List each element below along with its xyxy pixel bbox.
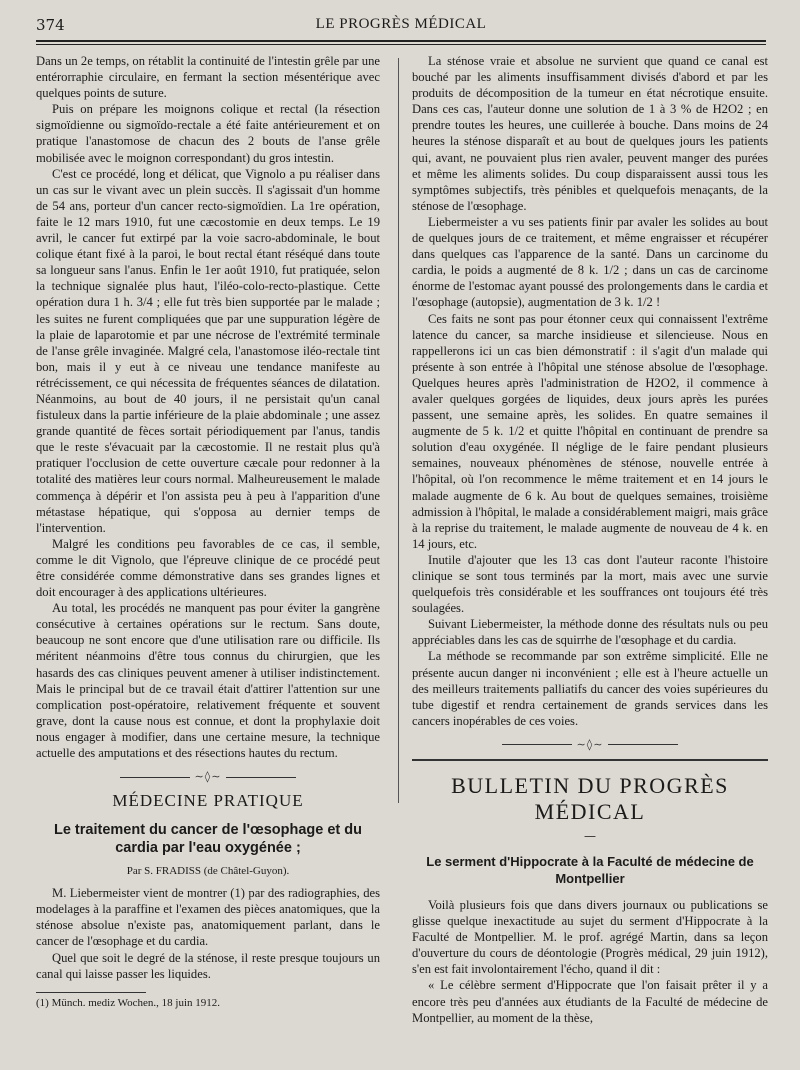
- page-header: [36, 14, 766, 38]
- journal-title: LE PROGRÈS MÉDICAL: [315, 16, 487, 32]
- bulletin-rule: [412, 759, 768, 761]
- right-column: [412, 53, 768, 1026]
- page-number: 374: [36, 16, 65, 34]
- paragraph: La méthode se recommande par son extrême simplicité. Elle ne présente aucun danger ni inconvénient ; elle est à l'heure actuelle un des meilleurs traitements palliatifs du cancer des voies supérieures du tube digestif et rendra certainement de grands services dans les cancers inopérables de ces voies.: [412, 649, 768, 728]
- title-dash: —: [584, 828, 596, 843]
- paragraph: Liebermeister a vu ses patients finir par avaler les solides au bout de quelques jours de ce traitement, et même engraisser et récupérer dans quelques cas l'apparence de la santé. Dans un carcinome du cardia, le poids a augmenté de 8 k. 1/2 ; dans un cas de carcinome énorme de l'estomac ayant poussé des prolongements dans le cardia et l'œsophage (autopsie), augmentation de 3 k. 1/2 !: [412, 214, 768, 310]
- paragraph: Ces faits ne sont pas pour étonner ceux qui connaissent l'extrême latence du cancer, sa marche insidieuse et silencieuse. Nous en rappellerons ici un cas bien démonstratif : il s'agit d'un malade qui présente à son entrée à l'hôpital une sténose absolue de l'œsophage. Quelques heures après l'administration de H2O2, il commence à avaler quelques gorgées de liquides, deux jours après les purées passent, une semaine après, les solides. En quatre semaines il augmente de 5 k. 1/2 et quitte l'hôpital en continuant de prendre sa solution d'eau oxygénée. Il néglige de le faire pendant plusieurs semaines, nouveaux phénomènes de sténose, nouvelle entrée à l'hôpital, où l'on recommence le même traitement et en 14 jours le malade augmente de 6 k. Au bout de quelques semaines, troisième admission à l'hôpital, le malade a considérablement maigri, mais grâce à la reprise du traitement, le malade augmente de nouveau de 4 k. en 14 jours, etc.: [412, 311, 768, 551]
- section-title: MÉDECINE PRATIQUE: [112, 791, 304, 811]
- paragraph: Puis on prépare les moignons colique et rectal (la résection sigmoïdienne ou sigmoïdo-rectale a été faite antérieurement et on pratique l'anastomose de chacun des 2 bouts de l'anse grêle mobilisée avec le moignon correspondant) du gros intestin.: [36, 102, 380, 165]
- ornament-divider: ∼◊∼: [36, 770, 380, 783]
- paragraph: Au total, les procédés ne manquent pas pour éviter la gangrène consécutive à certaines opérations sur le rectum. Sans doute, beaucoup ne sont encore que d'une utilisation rare ou difficile. Ils méritent néanmoins d'être tous connus du chirurgien, que les hasards des cas cliniques peuvent amener à utiliser indistinctement. Mais le principal but de ce travail était d'attirer l'attention sur une complication post-opératoire, relativement fréquente et souvent grave, dont la cause nous est connue, et dont la prophylaxie doit nous engager à modifier, dans une certaine mesure, la technique actuelle des amputations et des résections hautes du rectum.: [36, 601, 380, 761]
- left-column: [36, 53, 380, 1009]
- footnote: (1) Münch. mediz Wochen., 18 juin 1912.: [36, 996, 221, 1009]
- paragraph: Inutile d'ajouter que les 13 cas dont l'auteur raconte l'histoire clinique se sont tous terminés par la mort, mais avec une survie quelquefois très considérable et les souffrances ont toujours été très soulagées.: [412, 552, 768, 616]
- bulletin-title: BULLETIN DU PROGRÈS MÉDICAL: [451, 772, 729, 824]
- byline: Par S. FRADISS (de Châtel-Guyon).: [126, 865, 290, 878]
- article-subhead: Le serment d'Hippocrate à la Faculté de médecine de Montpellier: [426, 853, 754, 886]
- paragraph: Dans un 2e temps, on rétablit la continuité de l'intestin grêle par une entérorraphie circulaire, en fermant la section mésentérique avec quelques points de suture.: [36, 54, 380, 101]
- paragraph: Malgré les conditions peu favorables de ce cas, il semble, comme le dit Vignolo, que l'épreuve clinique de ce procédé peut être considérée comme démonstrative dans ses grandes lignes et doit encourager à des applications ultérieures.: [36, 536, 380, 600]
- header-rule: [36, 40, 766, 45]
- paragraph: « Le célèbre serment d'Hippocrate que l'on faisait prêter il y a encore très peu d'années aux étudiants de la Faculté de médecine de Montpellier, au moment de la thèse,: [412, 978, 768, 1025]
- ornament-divider: ∼◊∼: [412, 738, 768, 751]
- footnote-rule: [36, 992, 146, 993]
- paragraph: Quel que soit le degré de la sténose, il reste presque toujours un canal qui laisse passer les liquides.: [36, 950, 380, 981]
- article-title: Le traitement du cancer de l'œsophage et du cardia par l'eau oxygénée ;: [53, 822, 362, 857]
- paragraph: La sténose vraie et absolue ne survient que quand ce canal est bouché par les aliments insuffisamment divisés d'abord et par les produits de décomposition de la tumeur en état nécrotique ensuite. Dans ces cas, l'auteur donne une solution de 1 à 3 % de H2O2 ; en prendre toutes les heures, une cuillerée à bouche. Dans moins de 24 heures la sténose disparaît et au bout de quelques jours les patients qui, avant, ne pouvaient plus rien avaler, peuvent manger des purées et même les aliments solides. Du coup disparaissent aussi tous les symptômes subjectifs, très pénibles et quelquefois menaçants, de la sténose de l'œsophage.: [412, 54, 768, 213]
- paragraph: Suivant Liebermeister, la méthode donne des résultats nuls ou peu appréciables dans les cas de squirrhe de l'œsophage et du cardia.: [412, 617, 768, 648]
- column-divider: [398, 58, 399, 803]
- paragraph: C'est ce procédé, long et délicat, que Vignolo a pu réaliser dans un cas sur le vivant avec un plein succès. Il s'agissait d'un homme de 54 ans, porteur d'un cancer recto-sigmoïdien. La 1re opération, faite le 12 mars 1910, fut une cæcostomie en deux temps. Le 19 avril, le cancer fut extirpé par la voie sacro-abdominale, le bout colique étant fixé à la paroi, le bout rectal étant réséqué dans toute sa longueur sans l'anus. Enfin le 1er août 1910, fut pratiquée, selon la technique signalée plus haut, l'iléo-colo-recto-plastique. Cette opération dura 1 h. 3/4 ; elle fut très bien supportée par le malade ; les suites ne furent compliquées que par une suppuration légère de la plaie de laparotomie et par une nécrose de l'extrémité terminale de l'anse grêle invaginée. Malgré cela, l'anastomose iléo-rectale tint bon, mais il y eut à ce niveau une tendance manifeste au rétrécissement, ce qui nécessita de fréquentes séances de dilatation. Néanmoins, au bout de 40 jours, il ne persistait qu'un canal fistuleux dans la partie inférieure de la plaie abdominale ; une assez grande quantité de fèces sortait périodiquement par l'anus, tandis que le reste s'évacuait par la cæcostomie. Il ne restait plus qu'à pratiquer l'occlusion de cette ouverture cæcale pour redonner à la totalité des matières leur cours normal. Malheureusement le malade commença à dépérir et l'on assista peu à peu à l'apparition d'une métastase hépatique, qui s'opposa au dernier temps de l'intervention.: [36, 166, 380, 535]
- paragraph: M. Liebermeister vient de montrer (1) par des radiographies, des modelages à la paraffine et l'examen des pièces anatomiques, que la sténose absolue n'existe pas, anatomiquement parlant, dans le cancer de l'œsophage et du cardia.: [36, 886, 380, 949]
- paragraph: Voilà plusieurs fois que dans divers journaux ou publications se glisse quelque inexactitude au sujet du serment d'Hippocrate à la Faculté de Montpellier. M. le prof. agrégé Martin, dans sa leçon d'ouverture du cours de déontologie (Progrès médical, 29 juin 1912), s'en est fait involontairement l'écho, quand il dit :: [412, 897, 768, 977]
